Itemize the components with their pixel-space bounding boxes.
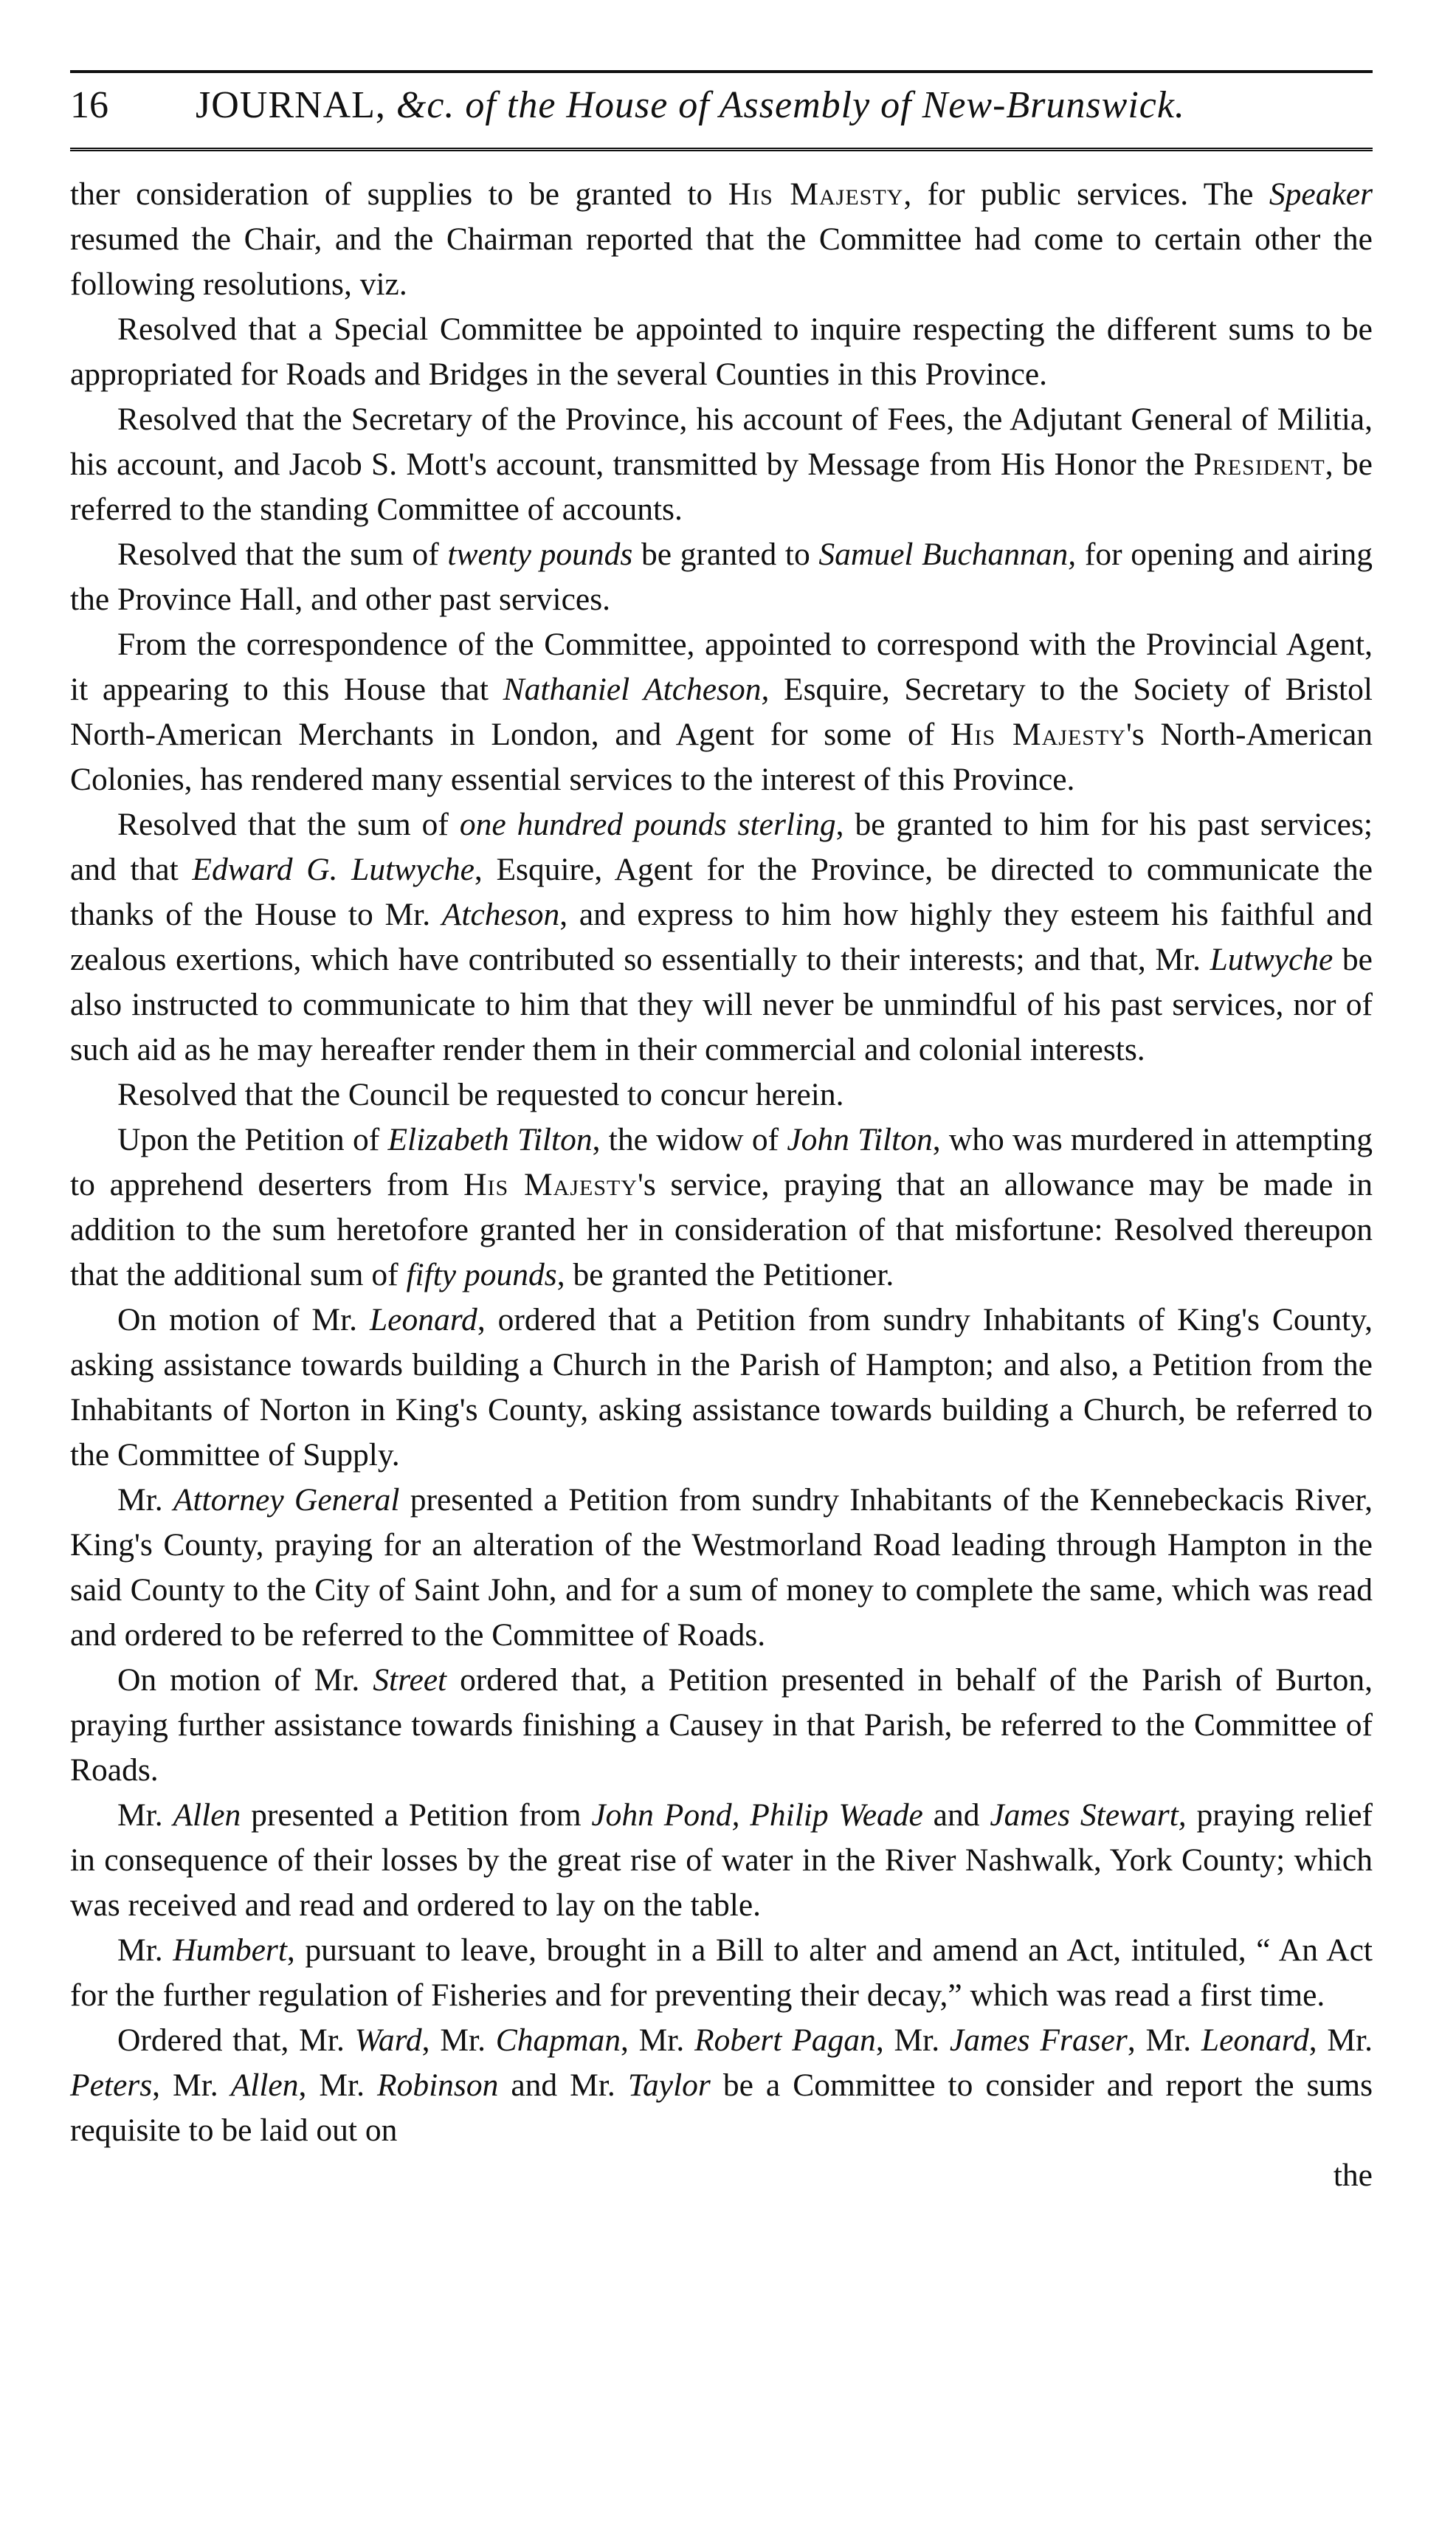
paragraph — [70, 802, 1373, 1072]
italic-text: Peters — [70, 2067, 153, 2103]
italic-text: James Fraser — [949, 2022, 1128, 2058]
text-run: Resolved that the Council be requested to concur herein. — [117, 1077, 844, 1112]
paragraph — [70, 397, 1373, 532]
text-run: praying relief in consequence of their losses by the great rise of water in the River Nashwalk, York County; which was received and read and ordered to lay on the table. — [70, 1797, 1373, 1923]
paragraph — [70, 1478, 1373, 1658]
text-run: , Mr. — [421, 2022, 496, 2058]
italic-text: Elizabeth Tilton — [387, 1122, 593, 1157]
text-run: On motion of Mr. — [117, 1662, 373, 1698]
text-run: Resolved that the sum of — [117, 807, 460, 842]
italic-text: John Pond, Philip Weade — [591, 1797, 923, 1833]
text-run: , Mr. — [620, 2022, 695, 2058]
italic-text: Taylor — [627, 2067, 711, 2103]
small-caps-text: President — [1193, 447, 1325, 482]
text-run: 's service, praying that an allowance may be made in addition to the sum heretofore granted her in consideration of that misfortune: Resolved thereupon that the additional sum of — [70, 1167, 1373, 1292]
text-run: Mr. — [117, 1797, 173, 1833]
italic-text: Allen — [230, 2067, 299, 2103]
italic-text: Edward G. Lutwyche — [192, 852, 475, 887]
text-run: , Mr. — [875, 2022, 950, 2058]
italic-text: Samuel Buchannan, — [818, 537, 1077, 572]
italic-text: Leonard — [369, 1302, 477, 1337]
text-run: , the widow of — [592, 1122, 787, 1157]
catchword: the — [1333, 2158, 1373, 2193]
italic-text: John Tilton — [787, 1122, 933, 1157]
italic-text: Atcheson — [441, 897, 560, 932]
text-run: Mr. — [117, 1482, 173, 1518]
text-run: presented a Petition from — [241, 1797, 592, 1833]
italic-text: Robert Pagan — [694, 2022, 876, 2058]
italic-text: twenty pounds — [447, 537, 633, 572]
text-run: ther consideration of supplies to be granted to — [70, 176, 728, 212]
text-run: presented a Petition from sundry Inhabitants of the Kennebeckacis River, King's County, praying for an alteration of the Westmorland Road leading through Hampton in the said County to the City of Saint John, and for a sum of money to complete the same, which was read and ordered to be referred to the Committee of Roads. — [70, 1482, 1373, 1653]
text-run: and — [922, 1797, 990, 1833]
paragraph — [70, 532, 1373, 622]
text-run: , Mr. — [1127, 2022, 1201, 2058]
text-run: , who was murdered in attempting to apprehend deserters from — [70, 1122, 1373, 1202]
paragraph — [70, 172, 1373, 307]
text-run: resumed the Chair, and the Chairman reported that the Committee had come to certain other the following resolutions, viz. — [70, 221, 1373, 302]
italic-text: Street — [373, 1662, 447, 1698]
text-run: be also instructed to communicate to him that they will never be unmindful of his past services, nor of such aid as he may hereafter render them in their commercial and colonial interests. — [70, 942, 1373, 1067]
italic-text: one hundred pounds sterling — [459, 807, 836, 842]
paragraph — [70, 1793, 1373, 1928]
text-run: Mr. — [117, 1932, 173, 1968]
journal-word: JOURNAL, — [196, 84, 386, 126]
running-title-italic: &c. of the House of Assembly of New-Brunswick. — [396, 84, 1185, 126]
body-text — [70, 172, 1373, 2153]
text-run: , ordered that a Petition from sundry Inhabitants of King's County, asking assistance towards building a Church in the Parish of Hampton; and also, a Petition from the Inhabitants of Norton in King's County, asking assistance towards building a Church, be referred to the Committee of Supply. — [70, 1302, 1373, 1473]
running-title — [196, 83, 1185, 127]
text-run: , Mr. — [152, 2067, 231, 2103]
text-run: , Mr. — [1308, 2022, 1373, 2058]
text-run: , for public services. The — [903, 176, 1269, 212]
italic-text: Allen — [173, 1797, 241, 1833]
italic-text: Lutwyche — [1210, 942, 1333, 977]
paragraph — [70, 622, 1373, 802]
text-run: , and express to him how highly they esteem his faithful and zealous exertions, which have contributed so essentially to their interests; and that, Mr. — [70, 897, 1373, 977]
text-run: , be granted the Petitioner. — [556, 1257, 894, 1292]
text-run: Resolved that a Special Committee be appointed to inquire respecting the different sums to be appropriated for Roads and Bridges in the several Counties in this Province. — [70, 311, 1373, 392]
page-number: 16 — [70, 84, 108, 126]
text-run: From the correspondence of the Committee, appointed to correspond with the Provincial Agent, it appearing to this House that — [70, 627, 1373, 707]
small-caps-text: His Majesty — [463, 1167, 638, 1202]
text-run: and Mr. — [498, 2067, 628, 2103]
text-run: On motion of Mr. — [117, 1302, 370, 1337]
italic-text: fifty pounds — [406, 1257, 557, 1292]
text-run: , Mr. — [298, 2067, 378, 2103]
italic-text: James Stewart, — [990, 1797, 1187, 1833]
paragraph — [70, 1658, 1373, 1793]
text-run: be granted to — [632, 537, 819, 572]
text-run: 's North-American Colonies, has rendered many essential services to the interest of this Province. — [70, 717, 1373, 797]
paragraph — [70, 1072, 1373, 1118]
text-run: ordered that, a Petition presented in behalf of the Parish of Burton, praying further assistance towards finishing a Causey in that Parish, be referred to the Committee of Roads. — [70, 1662, 1373, 1788]
italic-text: Chapman — [495, 2022, 621, 2058]
text-run: , be granted to him for his past services; and that — [70, 807, 1373, 887]
italic-text: Ward — [354, 2022, 422, 2058]
paragraph — [70, 2018, 1373, 2153]
italic-text: Humbert — [173, 1932, 287, 1968]
italic-text: Leonard — [1201, 2022, 1309, 2058]
text-run: Resolved that the sum of — [117, 537, 448, 572]
small-caps-text: His Majesty — [950, 717, 1126, 752]
page-header — [70, 70, 1373, 151]
text-run: Ordered that, Mr. — [117, 2022, 355, 2058]
italic-text: Speaker — [1269, 176, 1373, 212]
italic-text: Attorney General — [173, 1482, 400, 1518]
text-run: Esquire, Secretary to the Society of Bristol North-American Merchants in London, and Agent for some of — [70, 672, 1373, 752]
paragraph — [70, 307, 1373, 397]
text-run: , be referred to the standing Committee of accounts. — [70, 447, 1373, 527]
italic-text: Robinson — [377, 2067, 499, 2103]
text-run: Resolved that the Secretary of the Province, his account of Fees, the Adjutant General of Militia, his account, and Jacob S. Mott's account, transmitted by Message from His Honor the — [70, 402, 1373, 482]
italic-text: Nathaniel Atcheson, — [503, 672, 770, 707]
paragraph — [70, 1118, 1373, 1298]
paragraph — [70, 1928, 1373, 2018]
text-run: , pursuant to leave, brought in a Bill to alter and amend an Act, intituled, “ An Act for the further regulation of Fisheries and for preventing their decay,” which was read a first time. — [70, 1932, 1373, 2013]
text-run: Upon the Petition of — [117, 1122, 388, 1157]
text-run: be a Committee to consider and report the sums requisite to be laid out on — [70, 2067, 1373, 2148]
small-caps-text: His Majesty — [728, 176, 904, 212]
text-run: for opening and airing the Province Hall, and other past services. — [70, 537, 1373, 617]
text-run: , Esquire, Agent for the Province, be directed to communicate the thanks of the House to Mr. — [70, 852, 1373, 932]
journal-page — [70, 70, 1373, 2198]
paragraph — [70, 1298, 1373, 1478]
